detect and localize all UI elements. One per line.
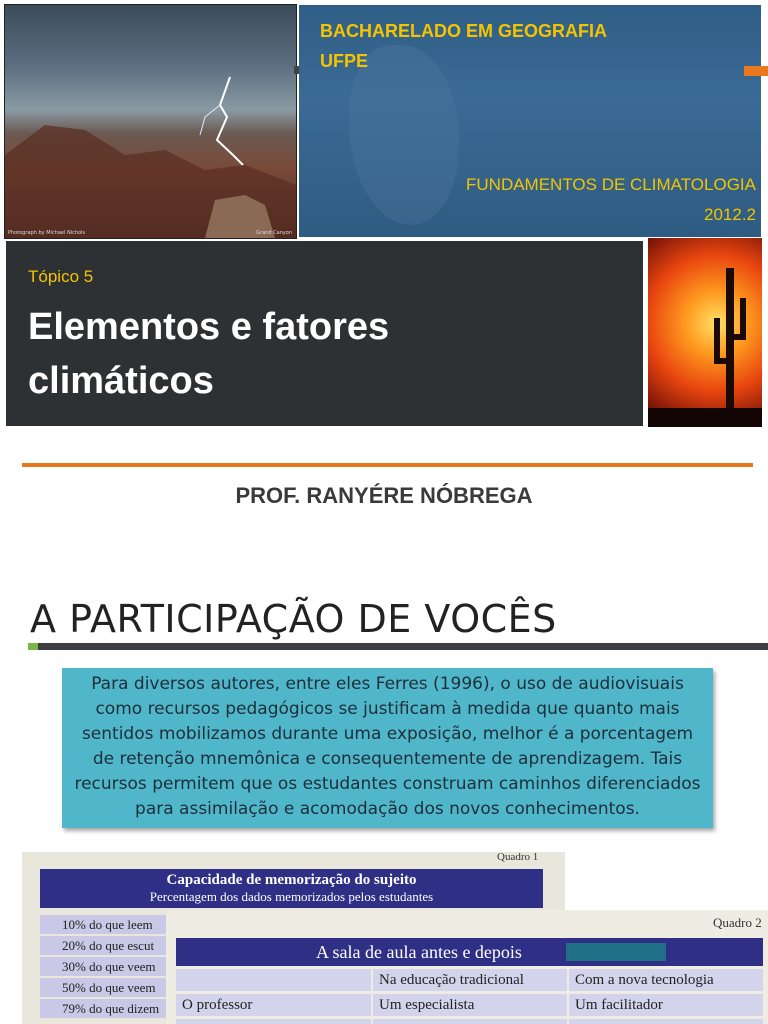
course-title [320,16,607,76]
table-header-cell: Com a nova tecnologia [569,969,763,991]
section-title: A PARTICIPAÇÃO DE VOCÊS [30,597,557,641]
lightning-icon [5,5,296,238]
table-row: 20% do que escut [40,936,166,955]
quadro-1-subtitle: Percentagem dos dados memorizados pelos estudantes [149,889,434,904]
table-row-partial [569,1019,763,1024]
divider-line [22,463,753,467]
storm-photo [4,4,297,239]
cactus-sunset-photo [648,238,762,427]
table-row: 30% do que veem [40,957,166,976]
section-underline [38,643,768,650]
table-row-partial [373,1019,567,1024]
table-cell: Um especialista [373,994,567,1016]
quadro-1-title: Capacidade de memorização do sujeito [166,872,417,888]
professor-name: PROF. RANYÉRE NÓBREGA [235,483,533,508]
table-header-cell: Na educação tradicional [373,969,567,991]
topic-label: Tópico 5 [28,267,94,286]
subject-block [466,170,756,230]
section-accent [28,643,38,650]
accent-bar [744,66,768,76]
table-row: 10% do que leem [40,915,166,934]
course-line-1: BACHARELADO EM GEOGRAFIA [320,21,607,41]
title-line-1: Elementos e fatores [28,306,390,348]
quote-box: Para diversos autores, entre eles Ferres (1996), o uso de audiovisuais como recursos pedagógicos se justificam à medida que quanto mais sentidos mobilizamos durante uma exposição, melhor é a porcentagem de retenção mnemônica e consequentemente de aprendizagem. Tais recursos permitem que os estudantes construam caminhos diferenciados para assimilação e acomodação dos novos conhecimentos. [62,668,713,828]
table-header-cell [176,969,371,991]
table-row: 79% do que dizem [40,999,166,1018]
table-cell: O professor [176,994,371,1016]
quadro-2-label: Quadro 2 [713,915,762,930]
course-line-2: UFPE [320,51,369,71]
page-title [28,300,588,408]
title-line-2: climáticos [28,360,214,402]
subject-name: FUNDAMENTOS DE CLIMATOLOGIA [466,175,756,194]
term: 2012.2 [704,205,756,224]
photo-credit-left: Photograph by Michael Nichols [8,230,86,236]
title-highlight [566,943,666,961]
cactus-icon [648,238,762,427]
quadro-2-title: A sala de aula antes e depois [316,942,522,962]
table-row-partial [176,1019,371,1024]
table-cell: Um facilitador [569,994,763,1016]
quadro-1-header [40,869,543,908]
table-row: 50% do que veem [40,978,166,997]
photo-credit-right: Grand Canyon [256,230,292,236]
quadro-1-label: Quadro 1 [497,851,539,863]
quadro-2-header [176,938,763,966]
